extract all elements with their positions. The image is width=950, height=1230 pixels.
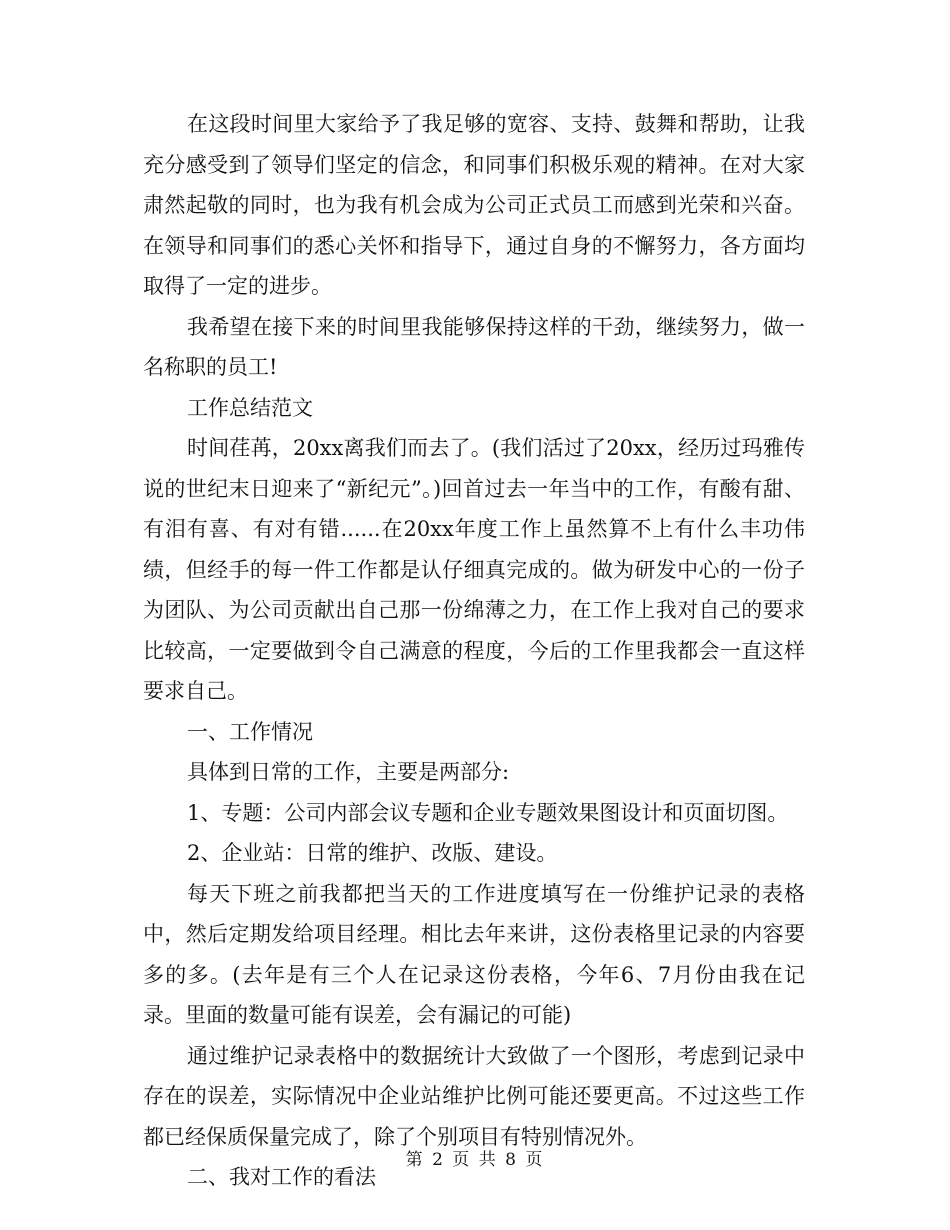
list-item-enterprise-site: 2、企业站：日常的维护、改版、建设。: [187, 841, 558, 865]
section-title-summary-sample: 工作总结范文: [187, 395, 313, 420]
paragraph-hope: 我希望在接下来的时间里我能够保持这样的干劲，继续努力，做一名称职的员工!: [143, 314, 805, 379]
paragraph-maintenance-record: 每天下班之前我都把当天的工作进度填写在一份维护记录的表格中，然后定期发给项目经理。相比去年来讲，这份表格里记录的内容要多的多。(去年是有三个人在记录这份表格，今年6、7月份由我在记录。里面的数量可能有误差，会有漏记的可能): [143, 881, 805, 1027]
document-body: [143, 104, 805, 1198]
paragraph-statistics: 通过维护记录表格中的数据统计大致做了一个图形，考虑到记录中存在的误差，实际情况中企业站维护比例可能还要更高。不过这些工作都已经保质保量完成了，除了个别项目有特别情况外。: [143, 1043, 805, 1149]
list-item-topics: 1、专题：公司内部会议专题和企业专题效果图设计和页面切图。: [187, 800, 789, 825]
paragraph-daily-work-intro: 具体到日常的工作，主要是两部分:: [187, 760, 510, 784]
paragraph-gratitude: 在这段时间里大家给予了我足够的宽容、支持、鼓舞和帮助，让我充分感受到了领导们坚定的信念，和同事们积极乐观的精神。在对大家肃然起敬的同时，也为我有机会成为公司正式员工而感到光荣和兴奋。在领导和同事们的悉心关怀和指导下，通过自身的不懈努力，各方面均取得了一定的进步。: [143, 112, 805, 298]
paragraph-year-review: 时间荏苒，20xx离我们而去了。(我们活过了20xx，经历过玛雅传说的世纪末日迎来了“新纪元”。)回首过去一年当中的工作，有酸有甜、有泪有喜、有对有错......在20xx年度工作上虽然算不上有什么丰功伟绩，但经手的每一件工作都是认仔细真完成的。做为研发中心的一份子为团队、为公司贡献出自己那一份绵薄之力，在工作上我对自己的要求比较高，一定要做到令自己满意的程度，今后的工作里我都会一直这样要求自己。: [143, 436, 805, 703]
section-heading-work-views: 二、我对工作的看法: [187, 1165, 376, 1189]
page-number-footer: 第 2 页 共 8 页: [405, 1150, 545, 1170]
section-heading-work-situation: 一、工作情况: [187, 719, 313, 744]
